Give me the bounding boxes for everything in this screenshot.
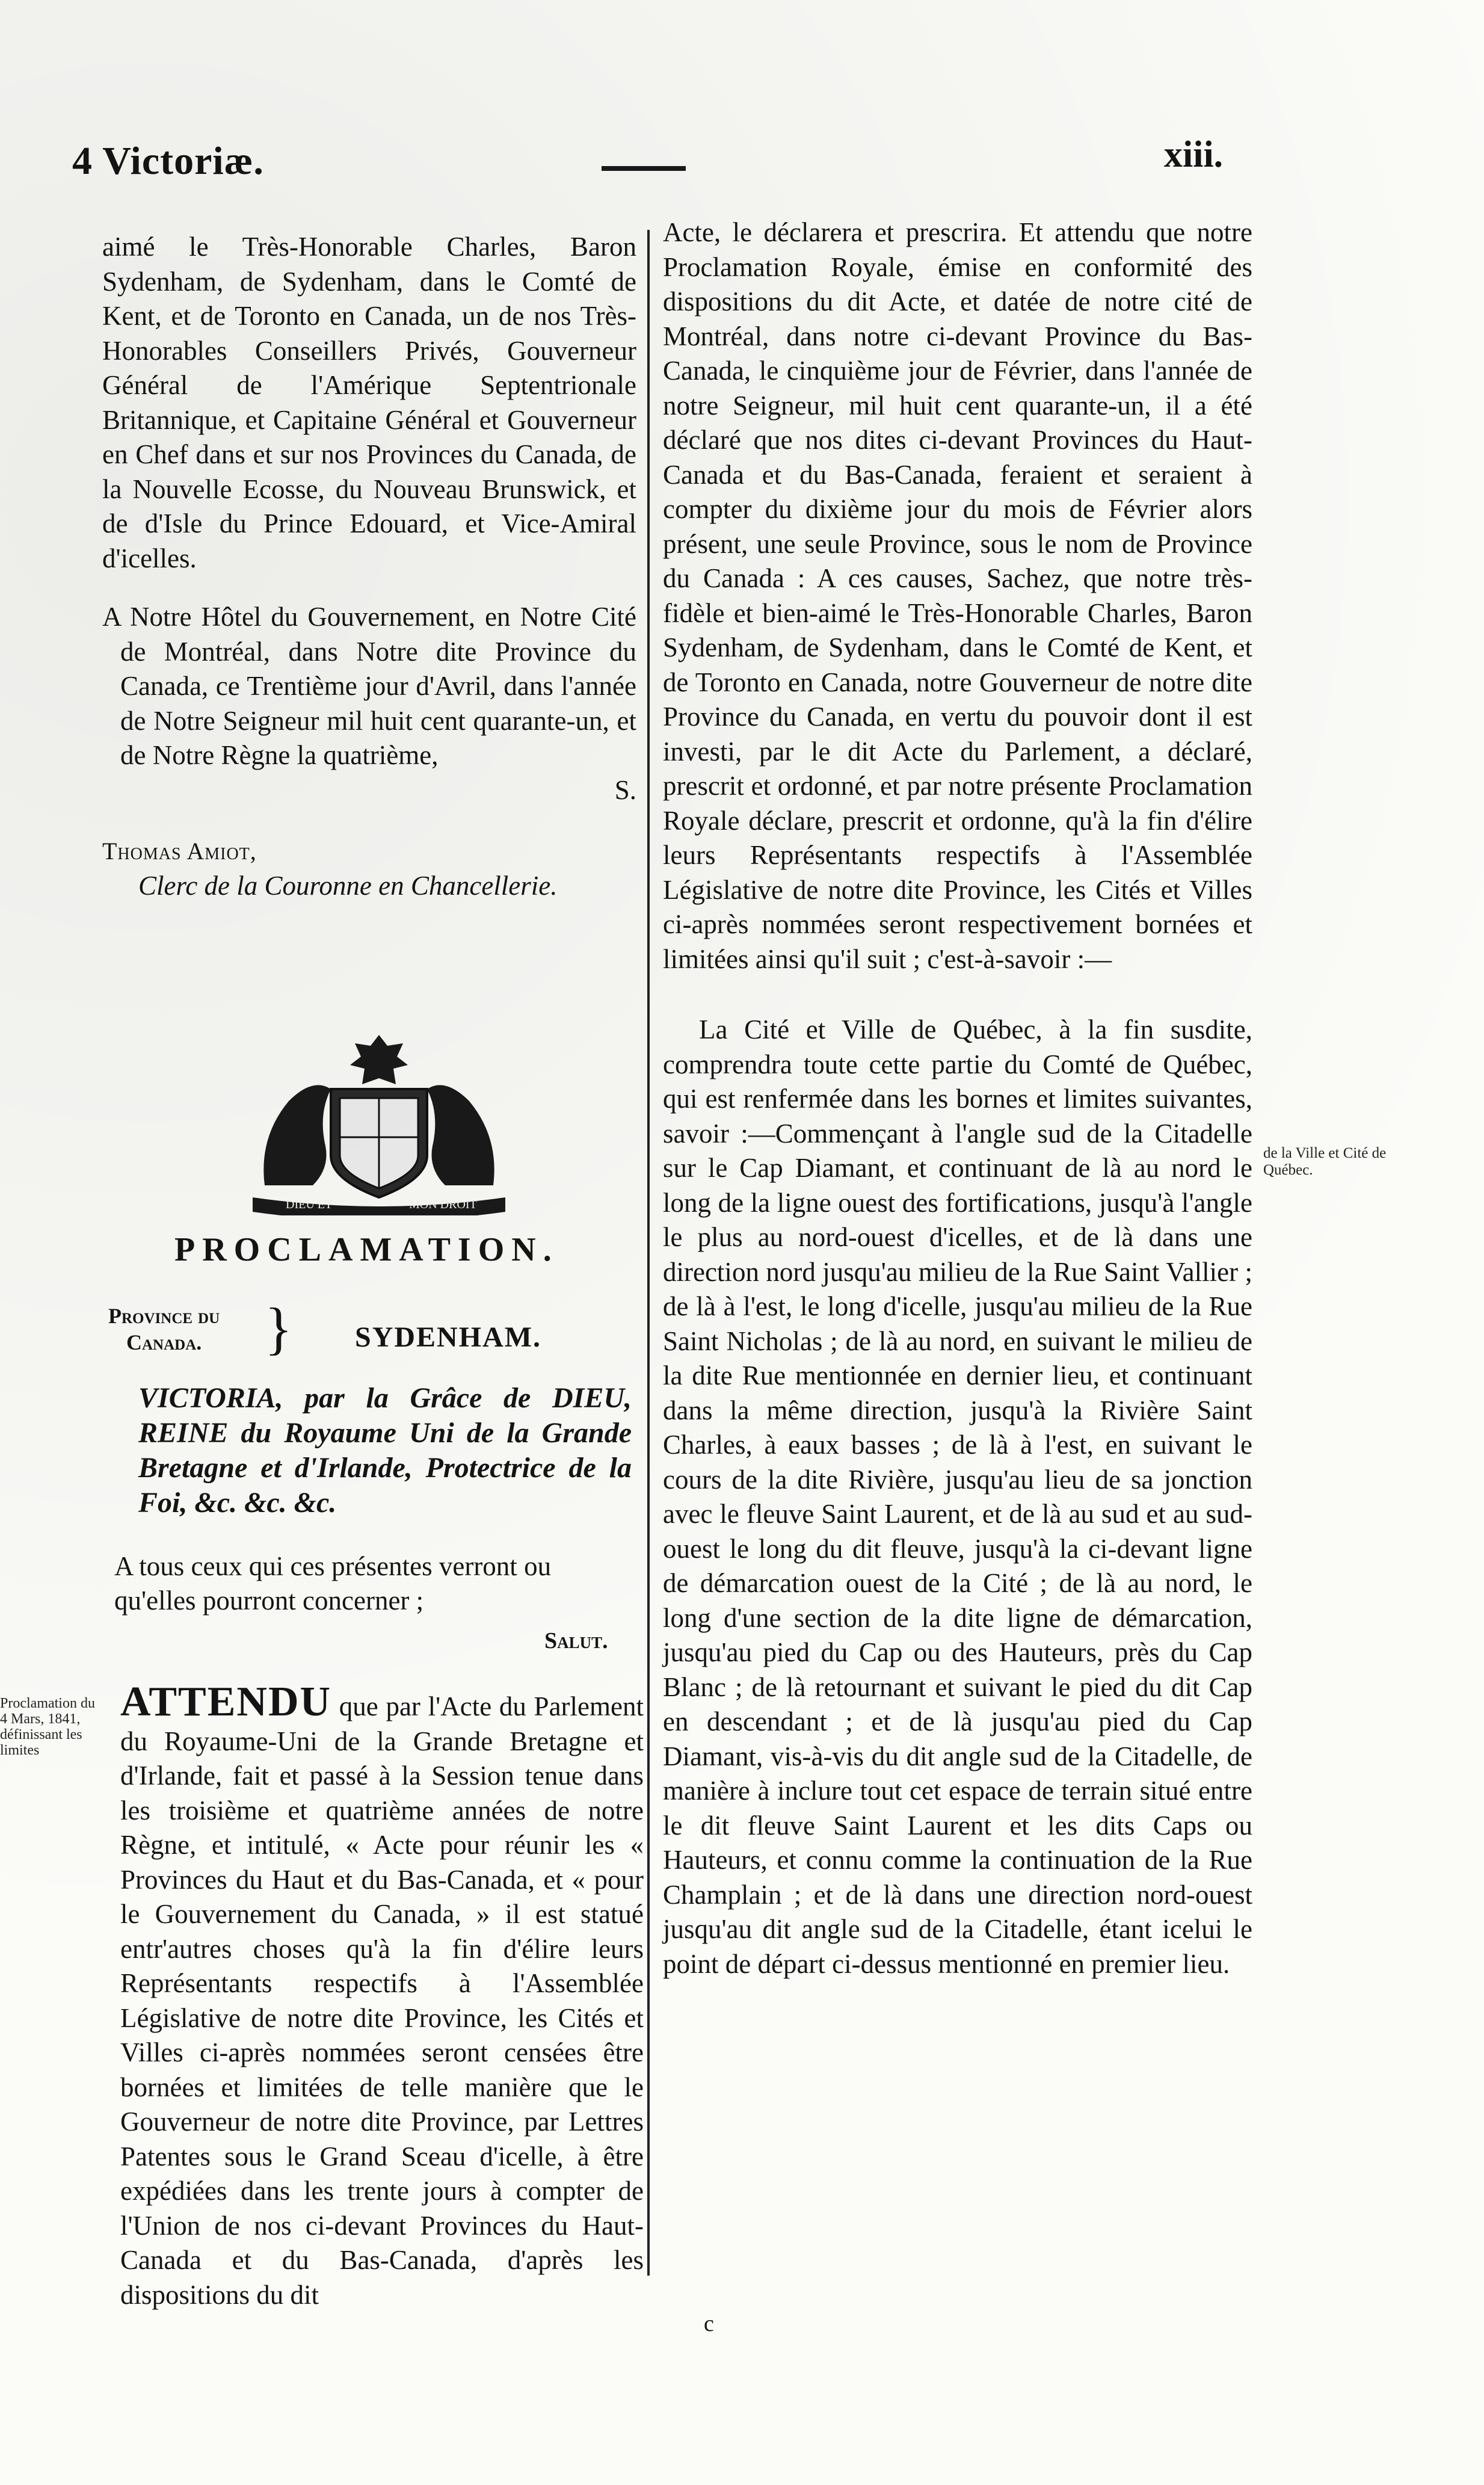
unicorn-supporter-icon xyxy=(427,1085,494,1185)
province-line-1: Province du xyxy=(108,1304,220,1328)
proclamation-title: PROCLAMATION. xyxy=(174,1231,559,1268)
attendu-body: que par l'Acte du Parlement du Royaume-Uni de la Grande Bretagne et d'Irlande, fait et passé à la Session tenue dans les troisième et quatrième années de notre Règne, et intitulé, « Acte pour réunir les « Provinces du Haut et du Bas-Canada, et « pour le Gouvernement du Canada, » il est statué entr'autres choses qu'à la fin d'élire leurs Représentants respectifs à l'Assemblée Législative de notre dite Province, les Cités et Villes ci-après nommées seront censées être bornées et limitées de telle manière que le Gouverneur de notre dite Province, par Lettres Patentes sous le Grand Sceau d'icelle, à être expédiées dans les trente jours à compter de l'Union de nos ci-devant Provinces du Haut-Canada et du Bas-Canada, d'après les dispositions du dit xyxy=(120,1691,644,2310)
brace-icon: } xyxy=(265,1296,293,1360)
attendu-paragraph xyxy=(120,1679,644,2312)
signer-name: SYDENHAM. xyxy=(355,1321,542,1353)
page-number: xiii. xyxy=(1164,134,1224,175)
royal-arms-emblem xyxy=(229,1017,529,1215)
lion-supporter-icon xyxy=(263,1085,331,1185)
running-header-left: 4 Victoriæ. xyxy=(72,139,264,183)
signature-mark: c xyxy=(704,2311,714,2336)
header-rule xyxy=(602,166,686,171)
salutation: Salut. xyxy=(544,1628,608,1653)
motto-right: MON DROIT xyxy=(409,1198,477,1211)
motto-left: DIEU ET xyxy=(286,1198,333,1211)
margin-note-right: de la Ville et Cité de Québec. xyxy=(1263,1145,1387,1178)
left-column xyxy=(102,230,636,903)
address-line: A tous ceux qui ces présentes verront ou qu'elles pourront concerner ; xyxy=(114,1551,552,1616)
intro-paragraph: aimé le Très-Honorable Charles, Baron Sydenham, de Sydenham, dans le Comté de Kent, et de Toronto en Canada, un de nos Très-Honorables Conseillers Privés, Gouverneur Général de l'Amérique Septentrionale Britannique, et Capitaine Général et Gouverneur en Chef dans et sur nos Provinces du Canada, de la Nouvelle Ecosse, du Nouveau Brunswick, et de d'Isle du Prince Edouard, et Vice-Amiral d'icelles. xyxy=(102,232,636,573)
province-label xyxy=(108,1303,220,1356)
province-line-2: Canada. xyxy=(126,1330,202,1354)
right-paragraph-1: Acte, le déclarera et prescrira. Et attendu que notre Proclamation Royale, émise en conformité des dispositions du dit Acte, et datée de notre cité de Montréal, dans notre ci-devant Province du Bas-Canada, le cinquième jour de Février, dans l'année de notre Seigneur, mil huit cent quarante-un, il a été déclaré que nos dites ci-devant Provinces du Haut-Canada et du Bas-Canada, feraient et seraient à compter du dixième jour du mois de Février alors présent, une seule Province, sous le nom de Province du Canada : A ces causes, Sachez, que notre très-fidèle et bien-aimé le Très-Honorable Charles, Baron Sydenham, de Sydenham, dans le Comté de Kent, et de Toronto en Canada, notre Gouverneur de notre dite Province du Canada, en vertu du pouvoir dont il est investi, par le dit Acte du Parlement, a déclaré, prescrit et ordonné, et par notre présente Proclamation Royale déclare, prescrit et ordonne, qu'à la fin d'élire leurs Représentants respectifs à l'Assemblée Législative de notre dite Province, les Cités et Villes ci-après nommées seront respectivement bornées et limitées ainsi qu'il suit ; c'est-à-savoir :— xyxy=(663,217,1252,974)
signature-initial: S. xyxy=(614,774,636,805)
clerk-title: Clerc de la Couronne en Chancellerie. xyxy=(138,870,558,901)
right-column xyxy=(663,215,1252,1981)
crest-lion-icon xyxy=(350,1035,408,1084)
given-at-paragraph: A Notre Hôtel du Gouvernement, en Notre Cité de Montréal, dans Notre dite Province du Canada, ce Trentième jour d'Avril, dans l'année de Notre Seigneur mil huit cent quarante-un, et de Notre Règne la quatrième, xyxy=(102,602,636,770)
margin-note-left: Proclamation du 4 Mars, 1841, définissant les limites xyxy=(0,1696,95,1758)
column-divider xyxy=(647,230,650,2276)
clerk-name: Thomas Amiot, xyxy=(102,838,257,865)
royal-style: VICTORIA, par la Grâce de DIEU, REINE du Royaume Uni de la Grande Bretagne et d'Irlande, Protectrice de la Foi, &c. &c. &c. xyxy=(138,1382,632,1519)
right-paragraph-2: La Cité et Ville de Québec, à la fin susdite, comprendra toute cette partie du Comté de Québec, qui est renfermée dans les bornes et limites suivantes, savoir :—Commençant à l'angle sud de la Citadelle sur le Cap Diamant, et continuant de là au nord le long de la ligne ouest des fortifications, jusqu'à l'angle le plus au nord-ouest d'icelles, et de là dans une direction nord jusqu'au milieu de la Rue Saint Vallier ; de là à l'est, le long d'icelle, jusqu'au milieu de la Rue Saint Nicholas ; de là au nord, en suivant le milieu de la dite Rue mentionnée en dernier lieu, et continuant dans la même direction, jusqu'à la Rivière Saint Charles, à eaux basses ; de là à l'est, en suivant le cours de la dite Rivière, jusqu'au lieu de sa jonction avec le fleuve Saint Laurent, et de là au sud et au sud-ouest le long du dit fleuve, jusqu'à la ci-devant ligne de démarcation ouest de la Cité ; de là au nord, le long d'une section de la dite ligne de démarcation, jusqu'au pied du Cap ou des Hauteurs, près du Cap Blanc ; de là retournant et suivant le pied du dit Cap en descendant ; et de là jusqu'au pied du Cap Diamant, vis-à-vis du dit angle sud de la Citadelle, de manière à inclure tout cet espace de terrain situé entre le dit fleuve Saint Laurent et les dits Caps ou Hauteurs, et connu comme la continuation de la Rue Champlain ; et de là dans une direction nord-ouest jusqu'au dit angle sud de la Citadelle, étant icelui le point de départ ci-dessus mentionné en premier lieu. xyxy=(663,1014,1252,1979)
attendu-dropcap: ATTENDU xyxy=(120,1679,332,1725)
